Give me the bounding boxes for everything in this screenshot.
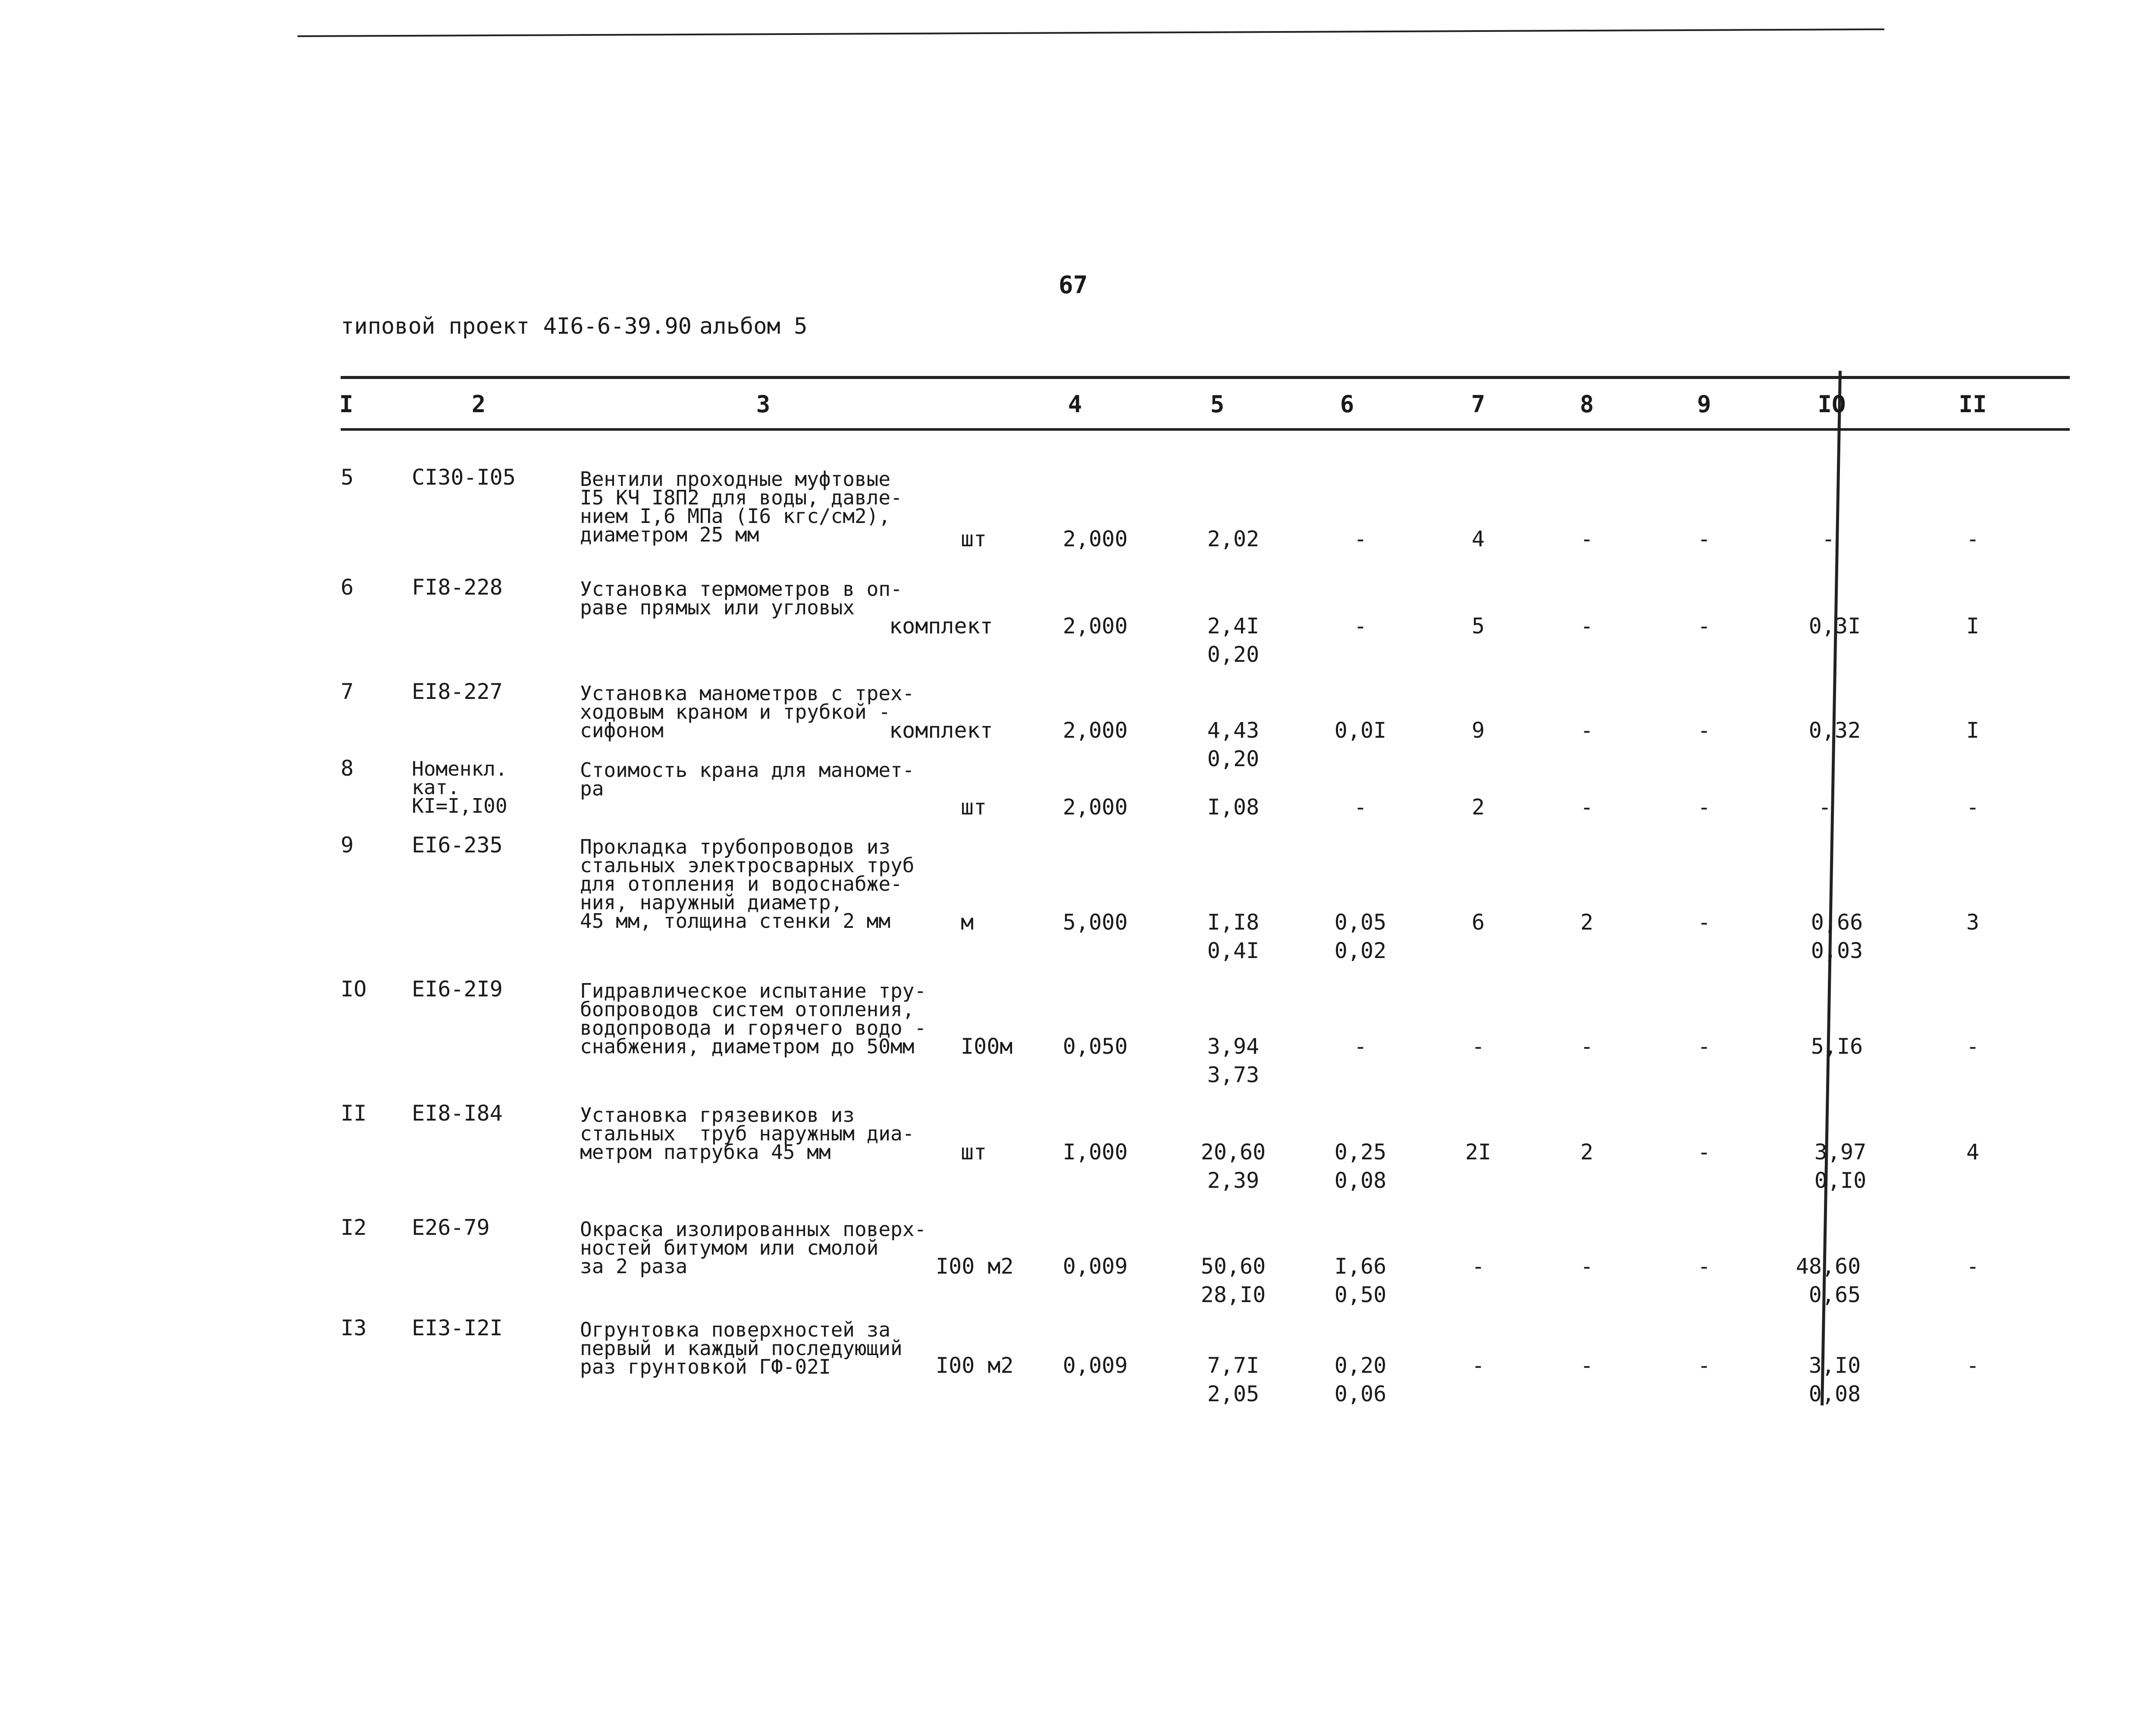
row-code: CI30-I05: [412, 465, 516, 490]
row-code: ЕI8-227: [412, 679, 503, 704]
row-col11-value: -: [1966, 526, 1980, 551]
row-quantity: 0,009: [1062, 1353, 1128, 1378]
row-col7-value: 6: [1471, 910, 1485, 935]
row-col7-value: 5: [1471, 614, 1485, 639]
row-col6-value-2: 0,50: [1334, 1282, 1387, 1307]
row-col10-value-2: 0,03: [1811, 938, 1863, 963]
row-code: FI8-228: [412, 575, 503, 600]
row-col11-value: -: [1966, 1034, 1980, 1059]
row-col11-value: I: [1966, 718, 1980, 743]
row-col10-value: 3,I0: [1808, 1353, 1861, 1378]
row-col6-value: I,66: [1334, 1254, 1387, 1279]
row-unit: м: [961, 910, 974, 935]
row-unit: I00 м2: [936, 1353, 1014, 1378]
row-col5-value: 20,60: [1200, 1140, 1266, 1165]
row-description: Окраска изолированных поверх- ностей битумом или смолой за 2 раза: [580, 1218, 927, 1278]
row-col9-value: -: [1697, 526, 1711, 551]
row-col7-value: 9: [1471, 718, 1485, 743]
row-col5-value: I,I8: [1207, 910, 1260, 935]
row-col8-value: -: [1580, 526, 1594, 551]
row-unit: шт: [961, 526, 987, 551]
row-col8-value: 2: [1580, 1140, 1594, 1165]
row-col5-value-2: 0,20: [1207, 746, 1260, 771]
row-col6-value: 0,05: [1334, 910, 1387, 935]
row-quantity: 5,000: [1062, 910, 1128, 935]
row-unit: I00м: [961, 1034, 1013, 1059]
row-col7-value: -: [1471, 1254, 1485, 1279]
row-quantity: 2,000: [1062, 795, 1128, 820]
row-col10-value: 5,I6: [1811, 1034, 1863, 1059]
header-col-6: 6: [1340, 391, 1354, 418]
row-col11-value: 3: [1966, 910, 1980, 935]
row-col8-value: 2: [1580, 910, 1594, 935]
row-col6-value: 0,0I: [1334, 718, 1387, 743]
row-col7-value: -: [1471, 1353, 1485, 1378]
row-col11-value: -: [1966, 1254, 1980, 1279]
header-col-4: 4: [1068, 391, 1082, 418]
row-number: 5: [341, 465, 354, 490]
table-top-rule: [341, 376, 2070, 379]
column-10-divider: [1821, 371, 1842, 1406]
row-col10-value: 0,3I: [1808, 614, 1861, 639]
row-col7-value: -: [1471, 1034, 1485, 1059]
row-col5-value: 7,7I: [1207, 1353, 1260, 1378]
row-col5-value: I,08: [1207, 795, 1260, 820]
row-description: Прокладка трубопроводов из стальных электросварных труб для отопления и водоснабже- ния, наружный диаметр, 45 мм, толщина стенки 2 мм: [580, 835, 915, 933]
row-col8-value: -: [1580, 718, 1594, 743]
row-quantity: I,000: [1062, 1140, 1128, 1165]
row-number: 6: [341, 575, 354, 600]
row-col10-value-2: 0,I0: [1814, 1168, 1867, 1193]
row-unit: комплект: [889, 718, 993, 743]
row-col10-value: 0,32: [1808, 718, 1861, 743]
row-col10-value: 3,97: [1814, 1140, 1867, 1165]
header-col-1: I: [339, 391, 354, 418]
row-quantity: 0,009: [1062, 1254, 1128, 1279]
header-col-5: 5: [1210, 391, 1225, 418]
row-col8-value: -: [1580, 795, 1594, 820]
header-col-11: II: [1959, 391, 1987, 418]
row-quantity: 2,000: [1062, 526, 1128, 551]
row-col5-value-2: 2,05: [1207, 1381, 1260, 1406]
row-col6-value: 0,25: [1334, 1140, 1387, 1165]
row-col6-value: -: [1354, 614, 1367, 639]
row-col8-value: -: [1580, 1353, 1594, 1378]
row-col10-value-2: 0,08: [1808, 1381, 1861, 1406]
row-col5-value-2: 3,73: [1207, 1062, 1260, 1087]
row-code: ЕI8-I84: [412, 1101, 503, 1126]
row-col10-value-2: 0,65: [1808, 1282, 1861, 1307]
page-number: 67: [1059, 271, 1088, 299]
row-col8-value: -: [1580, 1254, 1594, 1279]
row-col5-value: 2,4I: [1207, 614, 1260, 639]
row-col5-value: 2,02: [1207, 526, 1260, 551]
row-description: Вентили проходные муфтовые I5 КЧ I8П2 для воды, давле- нием I,6 МПа (I6 кгс/см2), диаметром 25 мм: [580, 467, 903, 546]
row-col9-value: -: [1697, 1254, 1711, 1279]
row-col9-value: -: [1697, 1034, 1711, 1059]
row-col10-value: -: [1818, 795, 1832, 820]
header-col-8: 8: [1579, 391, 1594, 418]
row-number: 8: [341, 756, 354, 781]
row-col9-value: -: [1697, 795, 1711, 820]
header-col-7: 7: [1471, 391, 1485, 418]
row-col11-value: -: [1966, 1353, 1980, 1378]
row-description: Установка манометров с трех- ходовым краном и трубкой - сифоном: [580, 682, 915, 742]
row-col6-value-2: 0,06: [1334, 1381, 1387, 1406]
row-col9-value: -: [1697, 718, 1711, 743]
row-description: Установка термометров в оп- раве прямых или угловых: [580, 577, 903, 619]
row-code: Номенкл. кат. КI=I,I00: [412, 757, 508, 817]
header-col-9: 9: [1697, 391, 1711, 418]
header-col-2: 2: [471, 391, 486, 418]
row-code: Е26-79: [412, 1215, 490, 1240]
row-col10-value: -: [1821, 526, 1835, 551]
row-code: ЕI3-I2I: [412, 1315, 503, 1340]
row-col5-value: 3,94: [1207, 1034, 1260, 1059]
row-col7-value: 4: [1471, 526, 1485, 551]
row-col5-value-2: 28,I0: [1200, 1282, 1266, 1307]
row-unit: шт: [961, 795, 987, 820]
row-quantity: 2,000: [1062, 614, 1128, 639]
header-col-10: IO: [1818, 391, 1846, 418]
row-number: 7: [341, 679, 354, 704]
row-col7-value: 2I: [1465, 1140, 1492, 1165]
row-col8-value: -: [1580, 614, 1594, 639]
row-col6-value: 0,20: [1334, 1353, 1387, 1378]
row-col9-value: -: [1697, 1140, 1711, 1165]
row-col8-value: -: [1580, 1034, 1594, 1059]
row-code: ЕI6-2I9: [412, 977, 503, 1002]
row-col9-value: -: [1697, 1353, 1711, 1378]
row-col10-value: 48,60: [1796, 1254, 1861, 1279]
row-col10-value: 0,66: [1811, 910, 1863, 935]
row-unit: комплект: [889, 614, 993, 639]
row-col6-value-2: 0,08: [1334, 1168, 1387, 1193]
row-col6-value-2: 0,02: [1334, 938, 1387, 963]
row-description: Установка грязевиков из стальных труб наружным диа- метром патрубка 45 мм: [580, 1103, 915, 1164]
row-unit: I00 м2: [936, 1254, 1014, 1279]
row-code: ЕI6-235: [412, 833, 503, 858]
row-col6-value: -: [1354, 795, 1367, 820]
row-number: I2: [341, 1215, 367, 1240]
row-quantity: 2,000: [1062, 718, 1128, 743]
row-col5-value-2: 2,39: [1207, 1168, 1260, 1193]
row-col5-value: 50,60: [1200, 1254, 1266, 1279]
row-quantity: 0,050: [1062, 1034, 1128, 1059]
row-col9-value: -: [1697, 910, 1711, 935]
table-header-rule: [341, 428, 2070, 431]
album-label: альбом 5: [699, 313, 808, 339]
row-col9-value: -: [1697, 614, 1711, 639]
row-number: I3: [341, 1315, 367, 1340]
header-col-3: 3: [756, 391, 771, 418]
row-col11-value: -: [1966, 795, 1980, 820]
row-number: IO: [341, 977, 367, 1002]
row-number: 9: [341, 833, 354, 858]
row-col5-value: 4,43: [1207, 718, 1260, 743]
row-col7-value: 2: [1471, 795, 1485, 820]
row-col11-value: I: [1966, 614, 1980, 639]
row-col11-value: 4: [1966, 1140, 1980, 1165]
row-col6-value: -: [1354, 526, 1367, 551]
row-description: Стоимость крана для маномет- ра: [580, 758, 915, 800]
row-unit: шт: [961, 1140, 987, 1165]
row-description: Огрунтовка поверхностей за первый и каждый последующий раз грунтовкой ГФ-02I: [580, 1318, 903, 1378]
row-col5-value-2: 0,20: [1207, 642, 1260, 667]
row-col6-value: -: [1354, 1034, 1367, 1059]
row-col5-value-2: 0,4I: [1207, 938, 1260, 963]
project-title: типовой проект 4I6-6-39.90: [341, 313, 692, 339]
row-number: II: [341, 1101, 367, 1126]
row-description: Гидравлическое испытание тру- бопроводов систем отопления, водопровода и горячего водо - снабжения, диаметром до 50мм: [580, 979, 927, 1058]
top-scan-line: [298, 28, 1884, 37]
